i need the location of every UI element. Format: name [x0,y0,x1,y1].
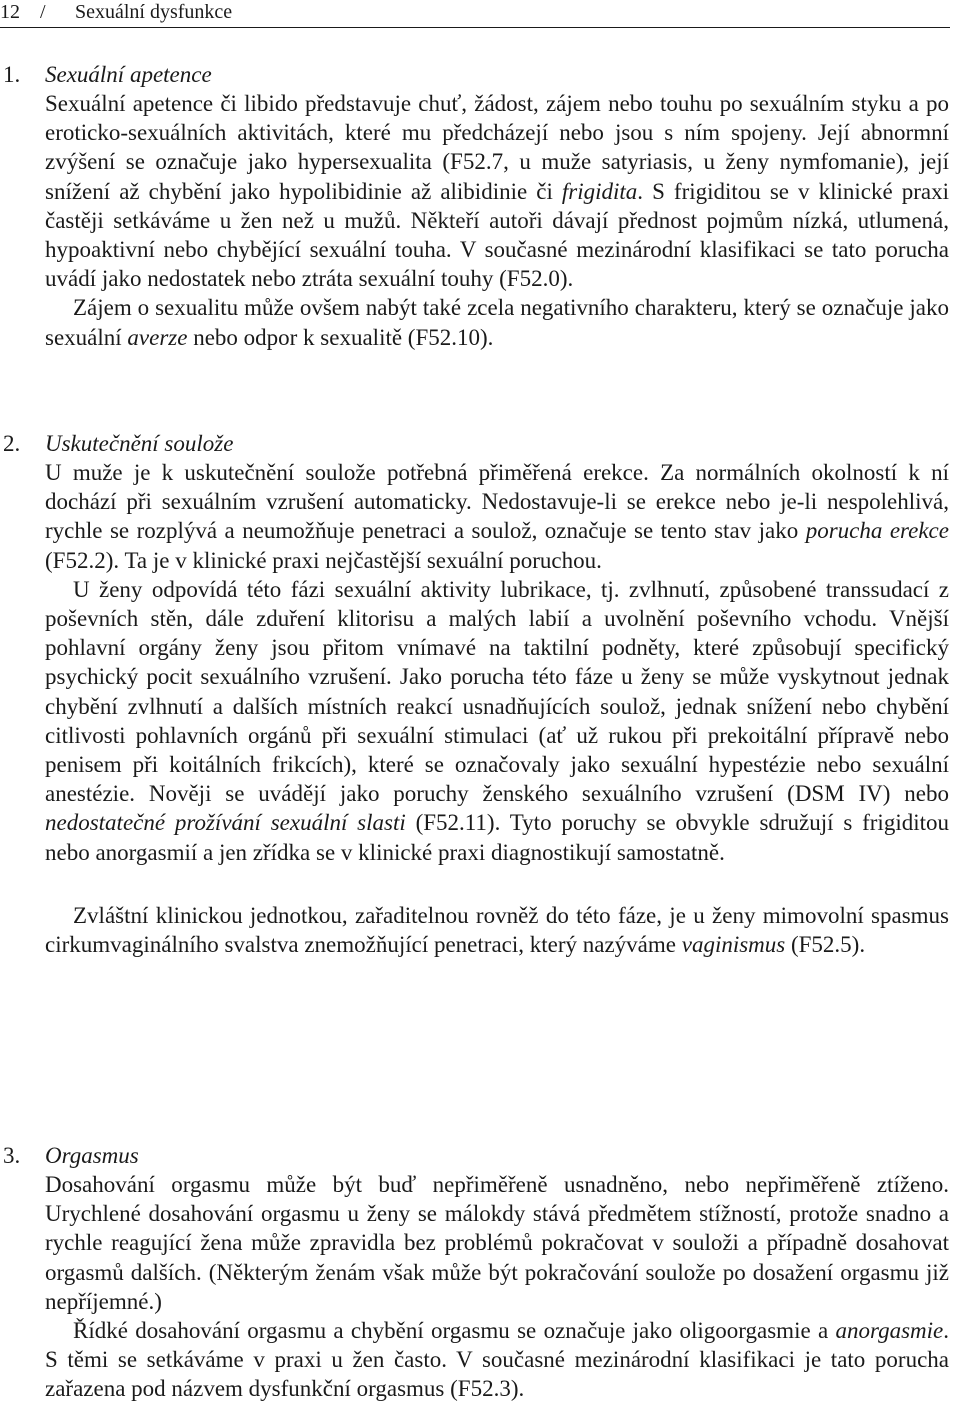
section-sexual-appetence [0,60,950,352]
header-separator: / [40,1,46,23]
section-heading [0,1141,950,1170]
section-number: 2. [3,431,21,456]
body-paragraph: Dosahování orgasmu může být buď nepřiměřeně usnadněno, nebo nepřiměřeně ztíženo. Urychlené dosahování orgasmu u ženy se málokdy stává předmětem stížností, protože snadno a rychle reagující žena může zpravidla bez problémů pokračovat v souloži a případně dosahovat orgasmů dalších. (Některým ženám však může být pokračování soulože po dosažení orgasmu již nepříjemné.) [45,1172,949,1314]
body-paragraph: Zájem o sexualitu může ovšem nabýt také zcela negativního charakteru, který se označuje jako sexuální averze nebo odpor k sexualitě (F52.10). [45,295,949,350]
running-header [0,0,960,24]
body-paragraph: Sexuální apetence či libido představuje chuť, žádost, zájem nebo touhu po sexuálním styku a po eroticko-sexuálních aktivitách, které mu předcházejí nebo jsou s ním spojeny. Její abnormní zvýšení se označuje jako hypersexualita (F52.7, u muže satyriasis, u ženy nymfomanie), její snížení až chybění jako hypolibidinie až alibidinie či frigidita. S frigiditou se v klinické praxi častěji setkáváme u žen než u mužů. Někteří autoři dávají přednost pojmům nízká, utlumená, hypoaktivní nebo chybějící sexuální touha. V současné mezinárodní klasifikaci se tato porucha uvádí jako nedostatek nebo ztráta sexuální touhy (F52.0). [45,91,949,292]
italic-term: anorgasmie [835,1318,944,1344]
section-number: 1. [3,62,21,87]
italic-term: averze [127,324,188,350]
section-title: Uskutečnění soulože [45,431,234,456]
section-heading [0,429,950,458]
header-rule [0,27,950,28]
body-paragraph: Řídké dosahování orgasmu a chybění orgasmu se označuje jako oligoorgasmie a anorgasmie. S těmi se setkáváme v praxi u žen často. V současné mezinárodní klasifikaci je tato porucha zařazena pod názvem dysfunkční orgasmus (F52.3). [45,1318,949,1402]
italic-term: frigidita [561,178,638,204]
section-coitus [0,429,950,959]
section-heading [0,60,950,89]
body-paragraph: Zvláštní klinickou jednotkou, zařaditelnou rovněž do této fáze, je u ženy mimovolní spasmus cirkumvaginálního svalstva znemožňující penetraci, který nazýváme vaginismus (F52.5). [45,902,949,958]
section-number: 3. [3,1143,21,1168]
chapter-title: Sexuální dysfunkce [75,1,233,23]
section-title: Orgasmus [45,1143,139,1168]
italic-term: porucha erekce [805,518,949,544]
italic-term: nedostatečné prožívání sexuální slasti [45,810,406,836]
body-paragraph: U muže je k uskutečnění soulože potřebná přiměřená erekce. Za normálních okolností k ní dochází při sexuálním vzrušení automaticky. Nedostavuje-li se erekce nebo je-li nespolehlivá, rychle se rozplývá a neumožňuje penetraci a soulož, označuje se tento stav jako porucha erekce (F52.2). Ta je v klinické praxi nejčastější sexuální poruchou. [45,460,949,573]
section-orgasm [0,1141,950,1404]
section-title: Sexuální apetence [45,62,212,87]
body-paragraph: U ženy odpovídá této fázi sexuální aktivity lubrikace, tj. zvlhnutí, způsobené transsudací z poševních stěn, dále zduření klitorisu a malých labií a uvolnění poševního vchodu. Vnější pohlavní orgány ženy jsou přitom vnímavé na taktilní podněty, které způsobují specifický psychický pocit sexuálního vzrušení. Jako porucha této fáze u ženy se může vyskytnout jednak chybění zvlhnutí a dalších místních reakcí usnadňujících soulož, jednak snížení nebo chybění citlivosti pohlavních orgánů při sexuální stimulaci (ať už rukou při prekoitální přípravě nebo penisem při koitálních frikcích), které se označovaly jako sexuální hypestézie nebo sexuální anestézie. Nověji se uvádějí jako poruchy ženského sexuálního vzrušení (DSM IV) nebo nedostatečné prožívání sexuální slasti (F52.11). Tyto poruchy se obvykle sdružují s frigiditou nebo anorgasmií a jen zřídka se v klinické praxi diagnostikují samostatně. [45,576,949,865]
page-number: 12 [0,1,20,23]
italic-term: vaginismus [681,932,786,958]
